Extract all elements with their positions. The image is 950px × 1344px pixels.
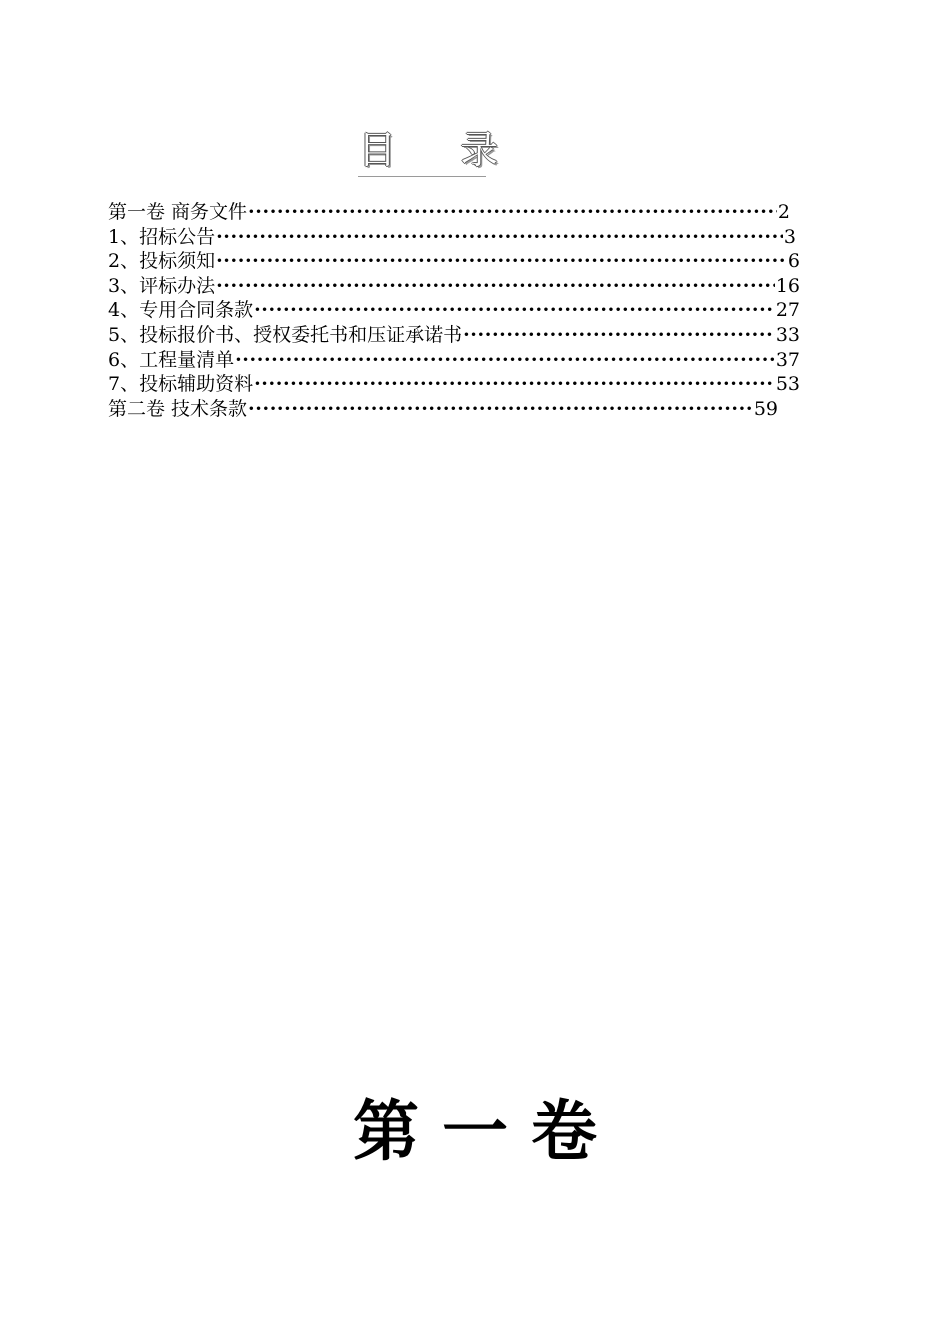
- toc-entry-page: 6: [787, 250, 800, 273]
- toc-entry-label: 6、工程量清单: [108, 348, 235, 371]
- toc-entry[interactable]: [108, 372, 800, 397]
- toc-entry-page: 37: [775, 348, 800, 371]
- toc-dot-leader: [248, 397, 753, 422]
- toc-entry-label: 3、评标办法: [108, 274, 216, 297]
- toc-entry[interactable]: [108, 274, 800, 299]
- toc-entry[interactable]: [108, 323, 800, 348]
- toc-dot-leader: [235, 348, 775, 373]
- toc-entry-label: 7、投标辅助资料: [108, 373, 254, 396]
- toc-entry[interactable]: [108, 225, 796, 250]
- toc-entry-page: 2: [777, 201, 790, 223]
- toc-dot-leader: [254, 298, 775, 323]
- table-of-contents: [108, 200, 808, 421]
- toc-dot-leader: [463, 323, 775, 348]
- toc-entry-label: 第一卷 商务文件: [108, 201, 248, 223]
- toc-entry[interactable]: [108, 249, 800, 274]
- toc-entry[interactable]: [108, 348, 800, 373]
- toc-dot-leader: [216, 225, 783, 250]
- toc-entry-page: 3: [783, 225, 796, 248]
- toc-dot-leader: [216, 274, 775, 299]
- toc-entry-label: 第二卷 技术条款: [108, 397, 248, 420]
- toc-entry[interactable]: [108, 397, 778, 422]
- toc-entry-page: 16: [775, 274, 800, 297]
- toc-entry-page: 59: [753, 397, 778, 420]
- toc-entry-label: 2、投标须知: [108, 250, 216, 273]
- toc-entry-label: 4、专用合同条款: [108, 299, 254, 322]
- toc-entry-page: 53: [775, 373, 800, 396]
- toc-entry-label: 5、投标报价书、授权委托书和压证承诺书: [108, 323, 463, 346]
- toc-entry-label: 1、招标公告: [108, 225, 216, 248]
- toc-entry[interactable]: [108, 298, 800, 323]
- toc-entry-page: 33: [775, 323, 800, 346]
- volume-heading: 第 一 卷: [353, 1093, 597, 1170]
- toc-entry[interactable]: [108, 200, 790, 225]
- toc-dot-leader: [248, 200, 777, 225]
- toc-dot-leader: [216, 249, 787, 274]
- toc-title: 目 录: [358, 126, 486, 177]
- toc-dot-leader: [254, 372, 775, 397]
- toc-entry-page: 27: [775, 299, 800, 322]
